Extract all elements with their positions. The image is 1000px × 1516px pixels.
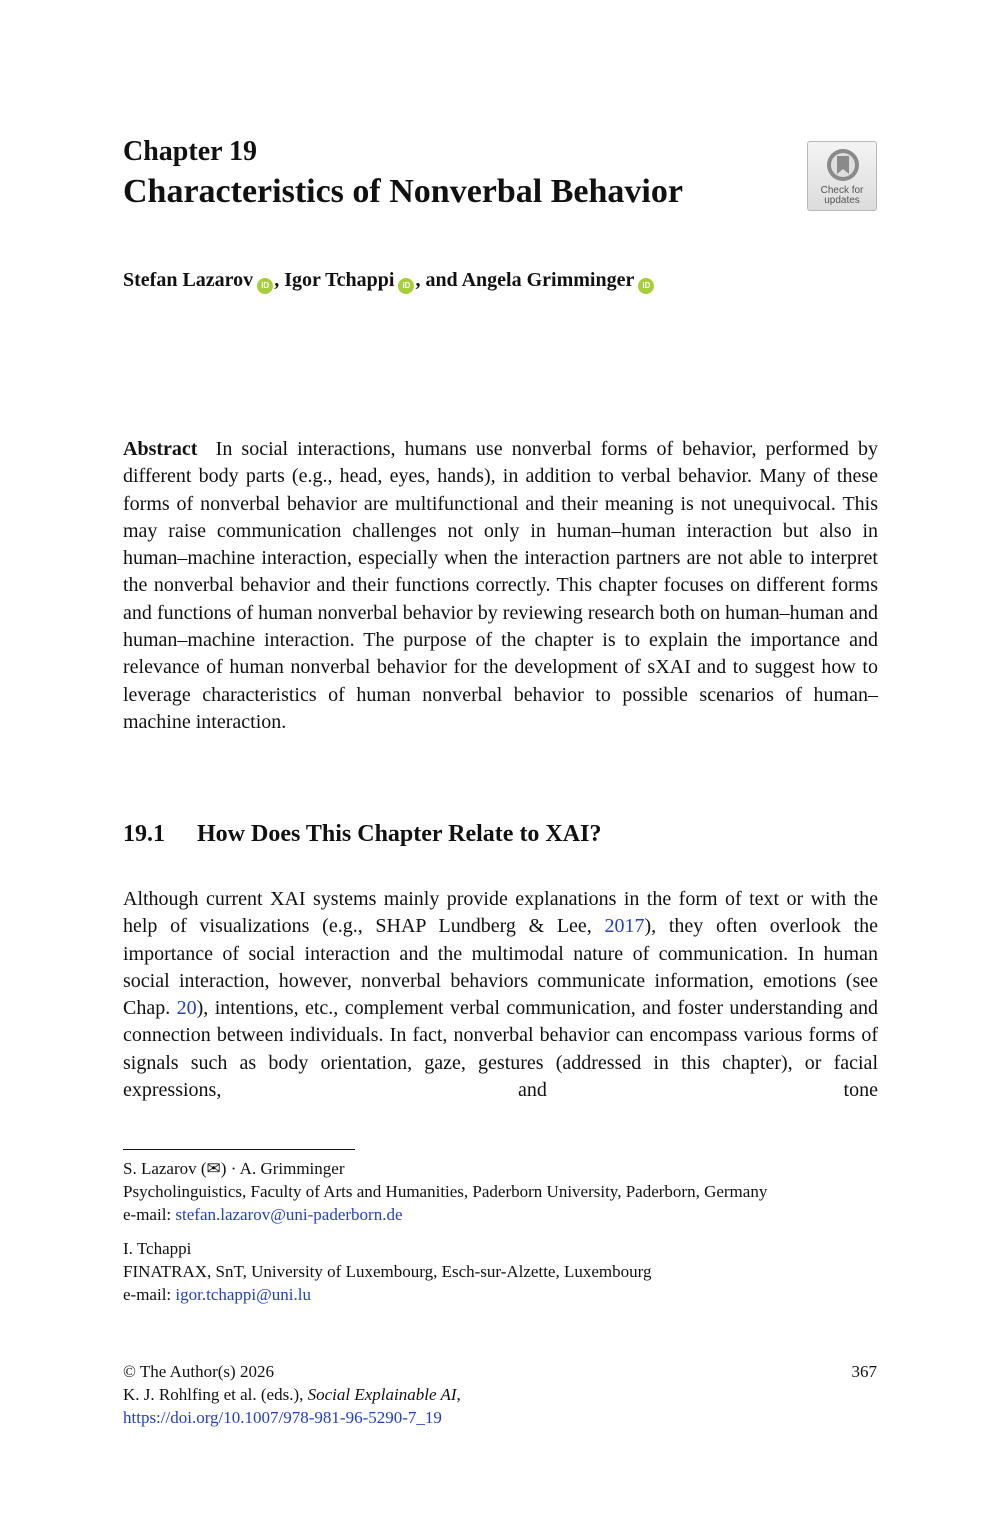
affiliation-names: I. Tchappi <box>123 1239 192 1258</box>
chapter-link[interactable]: 20 <box>176 997 197 1020</box>
abstract <box>123 436 878 736</box>
section-title: How Does This Chapter Relate to XAI? <box>197 821 602 847</box>
citation-link[interactable]: 2017 <box>604 915 645 938</box>
author-name: Angela Grimminger <box>461 269 635 291</box>
orcid-icon[interactable]: iD <box>398 278 414 294</box>
email-link[interactable]: stefan.lazarov@uni-paderborn.de <box>175 1205 403 1224</box>
orcid-icon[interactable]: iD <box>257 278 273 294</box>
chapter-title: Characteristics of Nonverbal Behavior <box>123 173 683 210</box>
copyright: © The Author(s) 2026 <box>123 1362 274 1381</box>
affiliation-email-line: e-mail: stefan.lazarov@uni-paderborn.de <box>123 1205 403 1224</box>
affiliation-email-line: e-mail: igor.tchappi@uni.lu <box>123 1285 311 1304</box>
abstract-text: In social interactions, humans use nonverbal forms of behavior, performed by different body parts (e.g., head, eyes, hands), in addition to verbal behavior. Many of these forms of nonverbal behavior are multifunctional and their meaning is not unequivocal. This may raise communication challenges not only in human–human interaction but also in human–machine interaction, especially when the interaction partners are not able to interpret the nonverbal behavior and their functions correctly. This chapter focuses on different forms and functions of human nonverbal behavior by reviewing research both on human–human and human–machine interaction. The purpose of the chapter is to explain the importance and relevance of human nonverbal behavior for the development of sXAI and to suggest how to leverage characteristics of human nonverbal behavior to possible scenarios of human–machine interaction. <box>123 438 878 733</box>
section-heading <box>123 818 601 850</box>
doi-link[interactable]: https://doi.org/10.1007/978-981-96-5290-7_19 <box>123 1408 442 1427</box>
citation: K. J. Rohlfing et al. (eds.), Social Explainable AI, <box>123 1385 461 1404</box>
bookmark-icon <box>825 147 861 185</box>
author-name: Igor Tchappi <box>284 269 395 291</box>
footnote-divider <box>123 1149 355 1150</box>
chapter-label: Chapter 19 <box>123 136 258 167</box>
section-number: 19.1 <box>123 821 165 847</box>
orcid-icon[interactable]: iD <box>638 278 654 294</box>
affiliation-org: Psycholinguistics, Faculty of Arts and Humanities, Paderborn University, Paderborn, Germany <box>123 1182 768 1201</box>
badge-label: Check for updates <box>820 185 864 206</box>
body-paragraph: Although current XAI systems mainly provide explanations in the form of text or with the help of visualizations (e.g., SHAP Lundberg & Lee, 2017), they often overlook the importance of social interaction and the multimodal nature of communication. In human social interaction, however, nonverbal behaviors communicate information, emotions (see Chap. 20), intentions, etc., complement verbal communication, and foster understanding and connection between individuals. In fact, nonverbal behavior can encompass various forms of signals such as body orientation, gaze, gestures (addressed in this chapter), or facial expressions, and tone <box>123 888 879 1102</box>
author-name: Stefan Lazarov <box>123 269 254 291</box>
book-title: Social Explainable AI <box>307 1385 457 1404</box>
affiliation-org: FINATRAX, SnT, University of Luxembourg, Esch-sur-Alzette, Luxembourg <box>123 1262 652 1281</box>
abstract-label: Abstract <box>123 438 198 460</box>
page-number: 367 <box>851 1362 877 1381</box>
affiliation-names: S. Lazarov (✉) · A. Grimminger <box>123 1159 345 1178</box>
email-link[interactable]: igor.tchappi@uni.lu <box>175 1285 311 1304</box>
check-for-updates-badge[interactable] <box>807 141 877 211</box>
author-list: Stefan Lazarov iD , Igor Tchappi iD , and Angela Grimminger iD <box>123 266 655 294</box>
